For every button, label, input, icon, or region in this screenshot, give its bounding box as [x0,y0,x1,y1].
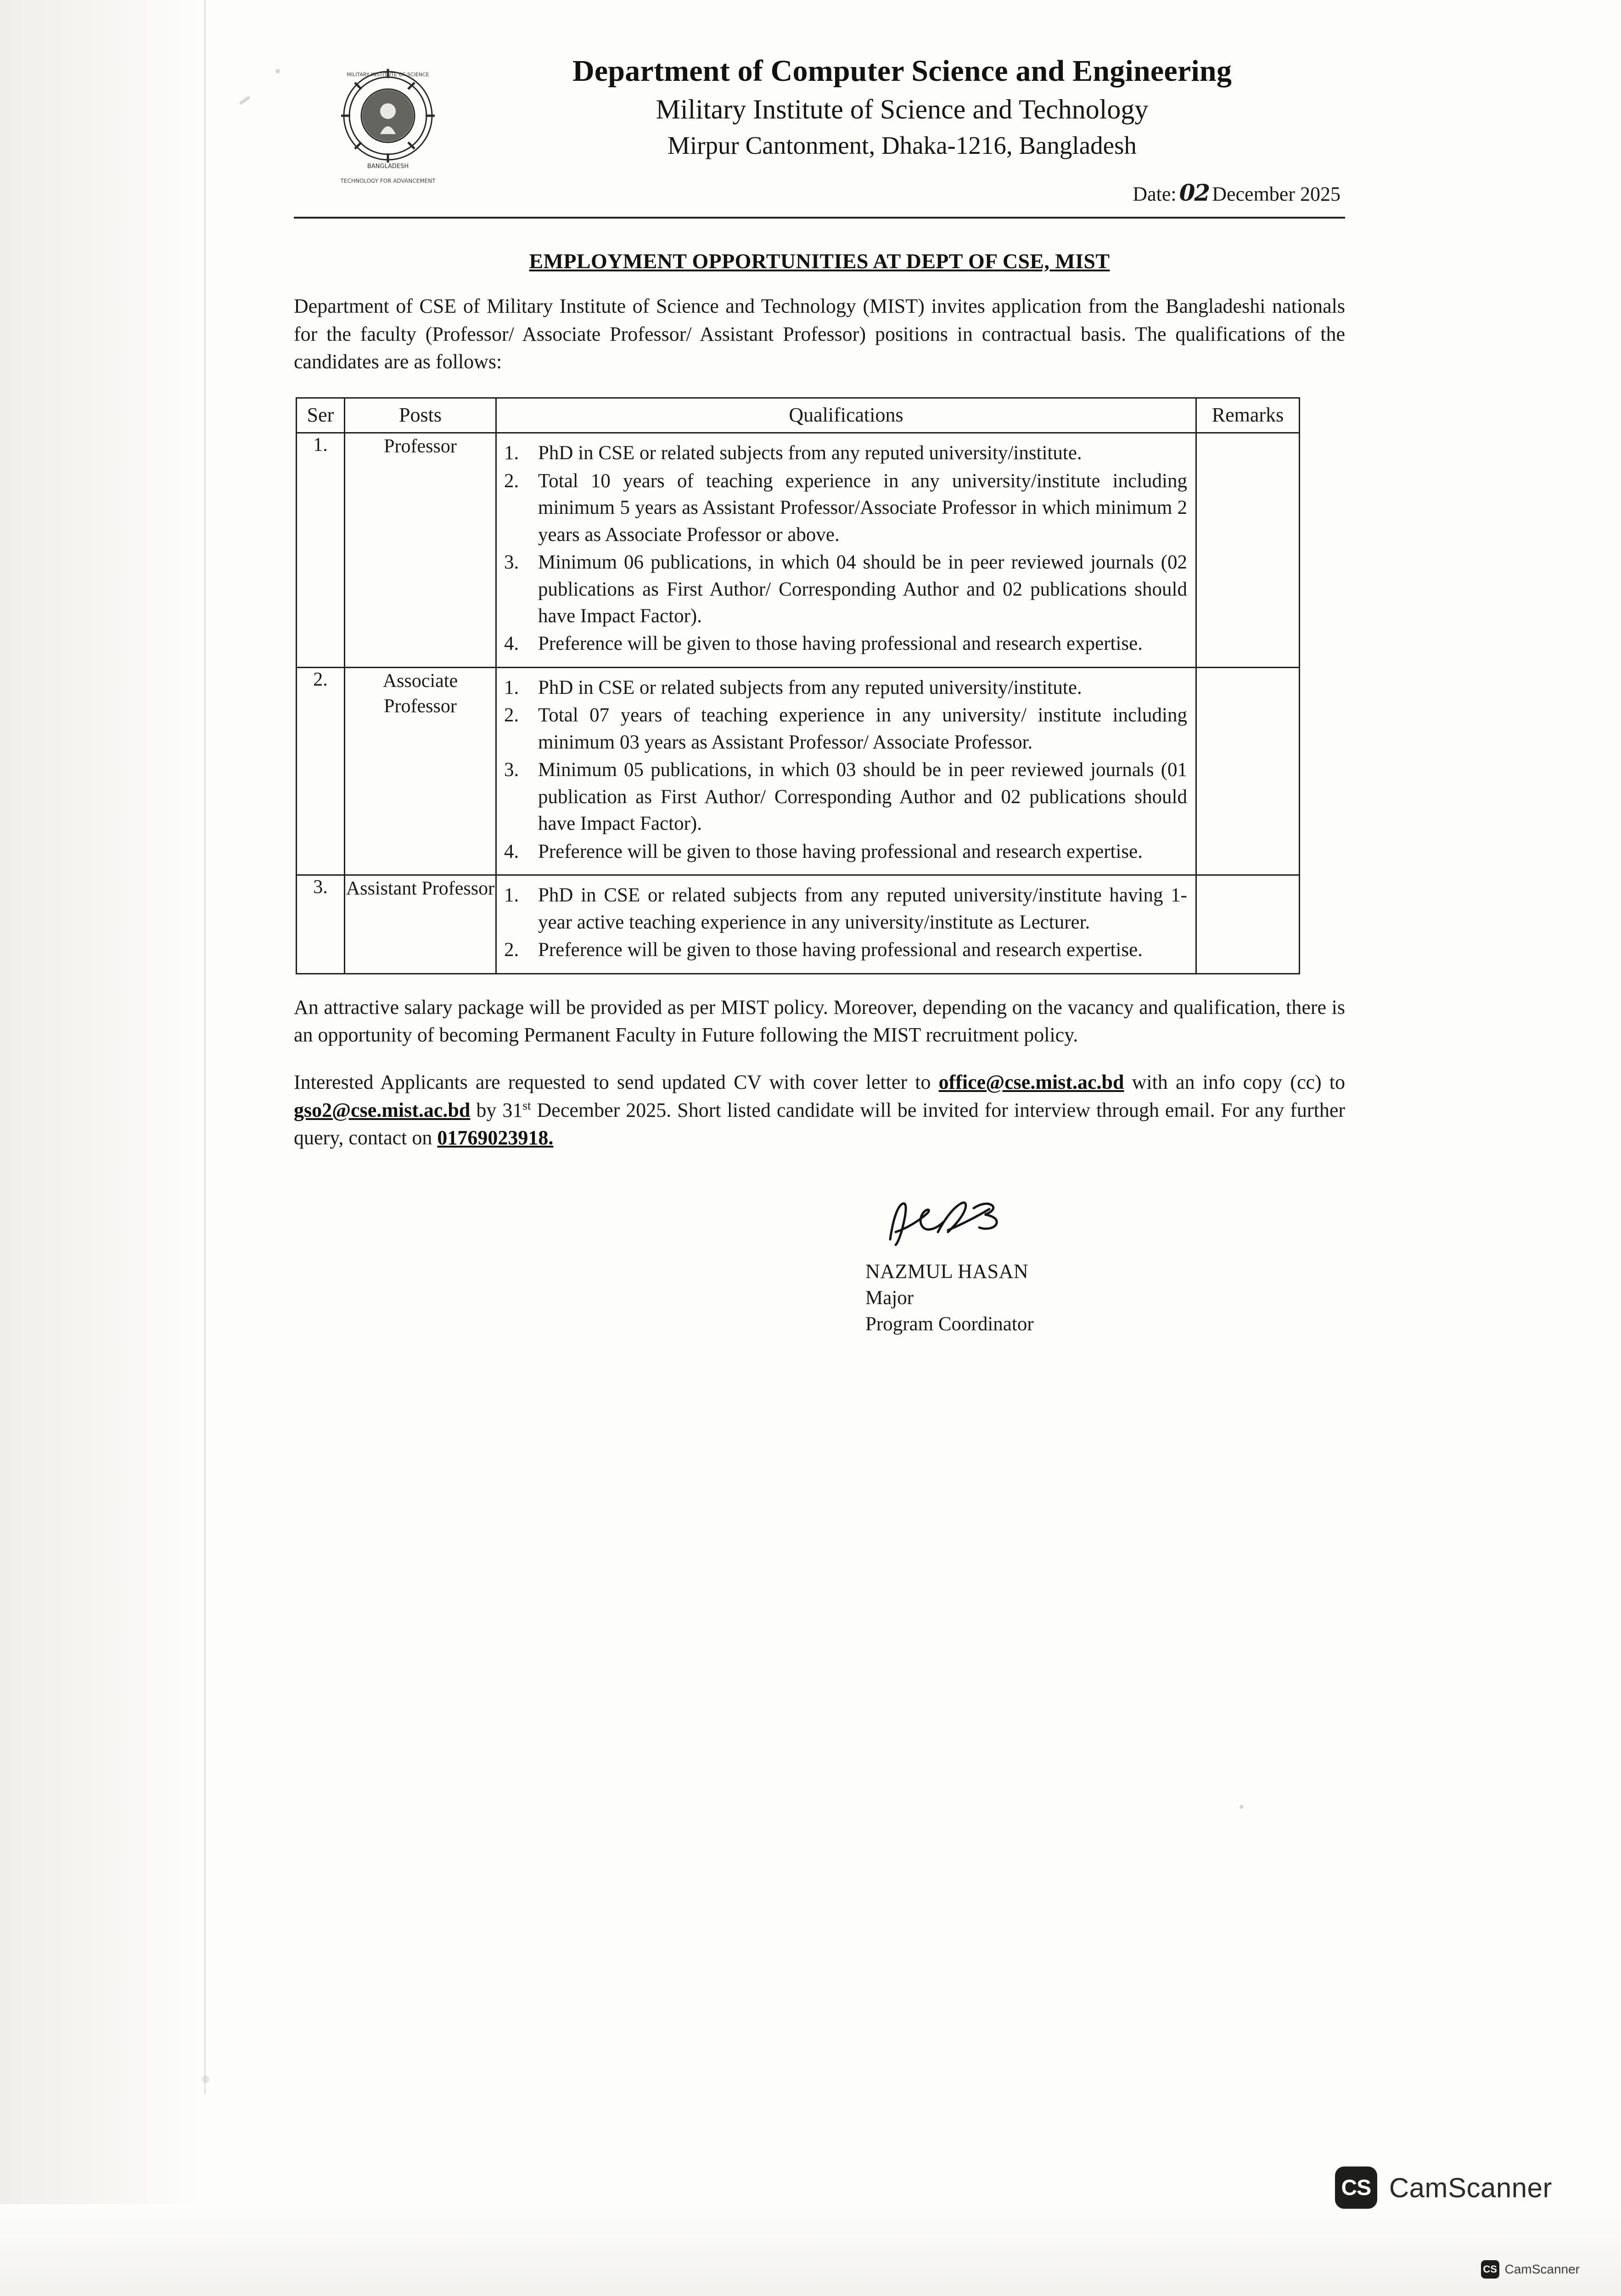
signatory-role: Program Coordinator [865,1313,1034,1335]
qualification-number: 3. [504,759,519,781]
qualification-number: 1. [504,676,519,698]
email-link-gso2[interactable]: gso2@cse.mist.ac.bd [294,1098,471,1121]
institute-name: Military Institute of Science and Technology [656,94,1149,124]
row-remarks [1196,875,1300,974]
camscanner-badge-small-icon: CS [1481,2260,1499,2279]
row-ser: 3. [297,875,345,974]
qualification-item [504,440,1187,467]
row-qualifications [496,667,1196,875]
email-link-office[interactable]: office@cse.mist.ac.bd [938,1071,1124,1094]
table-row [297,875,1300,974]
intro-paragraph: Department of CSE of Military Institute of Science and Technology (MIST) invites application from the Bangladeshi nationals for the faculty (Professor/ Associate Professor/ Assistant Professor) positions in contractual basis. The qualifications of the candidates are as follows: [294,295,1345,373]
qualification-number: 4. [504,840,519,862]
svg-text:MILITARY INSTITUTE OF SCIENCE: MILITARY INSTITUTE OF SCIENCE [347,72,429,78]
qualification-text: Minimum 06 publications, in which 04 should be in peer reviewed journals (02 publications as First Author/ Corresponding Author and 02 publications should have Impact Factor). [538,551,1187,627]
document-content [294,46,1345,1335]
date-handwritten-day: 02 [1179,179,1210,206]
letterhead [294,46,1345,230]
page-title: EMPLOYMENT OPPORTUNITIES AT DEPT OF CSE, MIST [529,249,1110,273]
qualification-number: 4. [504,633,519,655]
qualification-text: PhD in CSE or related subjects from any reputed university/institute having 1-year active teaching experience in any university/institute as Lecturer. [538,884,1187,933]
qualification-item [504,757,1187,837]
qualification-text: Preference will be given to those having professional and research expertise. [538,939,1143,961]
qualification-text: Total 07 years of teaching experience in any university/ institute including minimum 03 years as Assistant Professor/ Associate Professor. [538,704,1187,753]
row-qualifications [496,875,1196,974]
scan-speck [239,96,250,105]
column-header-ser: Ser [297,398,345,433]
camscanner-label: CamScanner [1389,2172,1552,2203]
contact-phone[interactable]: 01769023918. [437,1126,554,1149]
qualification-text: PhD in CSE or related subjects from any reputed university/institute. [538,442,1082,464]
handwritten-signature [879,1188,1031,1257]
column-header-posts: Posts [345,398,496,433]
qualification-item [504,937,1187,963]
qualification-text: Total 10 years of teaching experience in any university/institute including minimum 5 years as Assistant Professor/Associate Professor in which minimum 2 years as Associate Professor or above. [538,470,1187,546]
apply-text-part4: December 2025. Short listed candidate will be invited for interview through email. For any further query, contact on [294,1098,1345,1149]
table-row [297,433,1300,668]
qualification-text: PhD in CSE or related subjects from any reputed university/institute. [538,676,1082,698]
camscanner-watermark [1335,2167,1552,2209]
camscanner-badge-icon: CS [1335,2167,1377,2209]
qualification-item [504,675,1187,701]
camscanner-watermark-small [1481,2260,1580,2279]
signatory-rank: Major [865,1287,914,1309]
apply-text-part3: by 31 [470,1098,523,1121]
qualification-number: 2. [504,470,519,492]
table-row [297,667,1300,875]
svg-text:BANGLADESH: BANGLADESH [367,163,409,170]
date-line [1133,179,1341,206]
qualification-text: Preference will be given to those having professional and research expertise. [538,840,1143,862]
date-label: Date: [1133,183,1177,205]
application-paragraph [294,1069,1345,1152]
qualification-number: 2. [504,704,519,726]
qualification-item [504,702,1187,756]
scan-speck [275,69,280,73]
scan-bottom-shadow [0,2204,1621,2296]
row-qualifications [496,433,1196,668]
scan-speck [202,2076,209,2083]
scan-fold-line [204,0,206,2094]
qualification-number: 3. [504,551,519,574]
column-header-qualifications: Qualifications [496,398,1196,433]
qualifications-table [296,397,1300,974]
qualification-number: 1. [504,884,519,906]
apply-text-part1: Interested Applicants are requested to send updated CV with cover letter to [294,1071,939,1094]
row-ser: 2. [297,667,345,875]
apply-text-part2: with an info copy (cc) to [1124,1071,1346,1094]
row-post: Professor [345,433,496,668]
row-ser: 1. [297,433,345,668]
camscanner-label-small: CamScanner [1504,2262,1580,2276]
date-ordinal: st [522,1098,531,1113]
table-header-row [297,398,1300,433]
header-divider [294,217,1345,219]
qualification-item [504,882,1187,936]
svg-text:TECHNOLOGY FOR ADVANCEMENT: TECHNOLOGY FOR ADVANCEMENT [340,178,436,184]
qualification-text: Minimum 05 publications, in which 03 should be in peer reviewed journals (01 publication as First Author/ Corresponding Author and 02 publications should have Impact Factor). [538,759,1187,835]
signature-block [865,1188,1279,1335]
institution-heading [473,54,1331,161]
qualification-item [504,549,1187,630]
column-header-remarks: Remarks [1196,398,1300,433]
signatory-name: NAZMUL HASAN [865,1260,1029,1283]
qualification-number: 2. [504,939,519,961]
scan-speck [1240,1805,1244,1809]
qualification-number: 1. [504,442,519,464]
qualification-text: Preference will be given to those having professional and research expertise. [538,633,1143,655]
row-post: Associate Professor [345,667,496,875]
department-name: Department of Computer Science and Engineering [572,54,1232,88]
scan-left-edge-shadow [0,0,202,2296]
row-remarks [1196,433,1300,668]
mist-crest-icon [321,56,454,194]
qualification-item [504,838,1187,865]
qualification-item [504,468,1187,548]
qualification-item [504,630,1187,657]
row-post: Assistant Professor [345,875,496,974]
salary-paragraph: An attractive salary package will be provided as per MIST policy. Moreover, depending on the vacancy and qualification, there is an opportunity of becoming Permanent Faculty in Future following the MIST recruitment policy. [294,996,1345,1047]
row-remarks [1196,667,1300,875]
date-month-year: December 2025 [1212,183,1341,205]
institute-address: Mirpur Cantonment, Dhaka-1216, Bangladesh [667,131,1137,159]
